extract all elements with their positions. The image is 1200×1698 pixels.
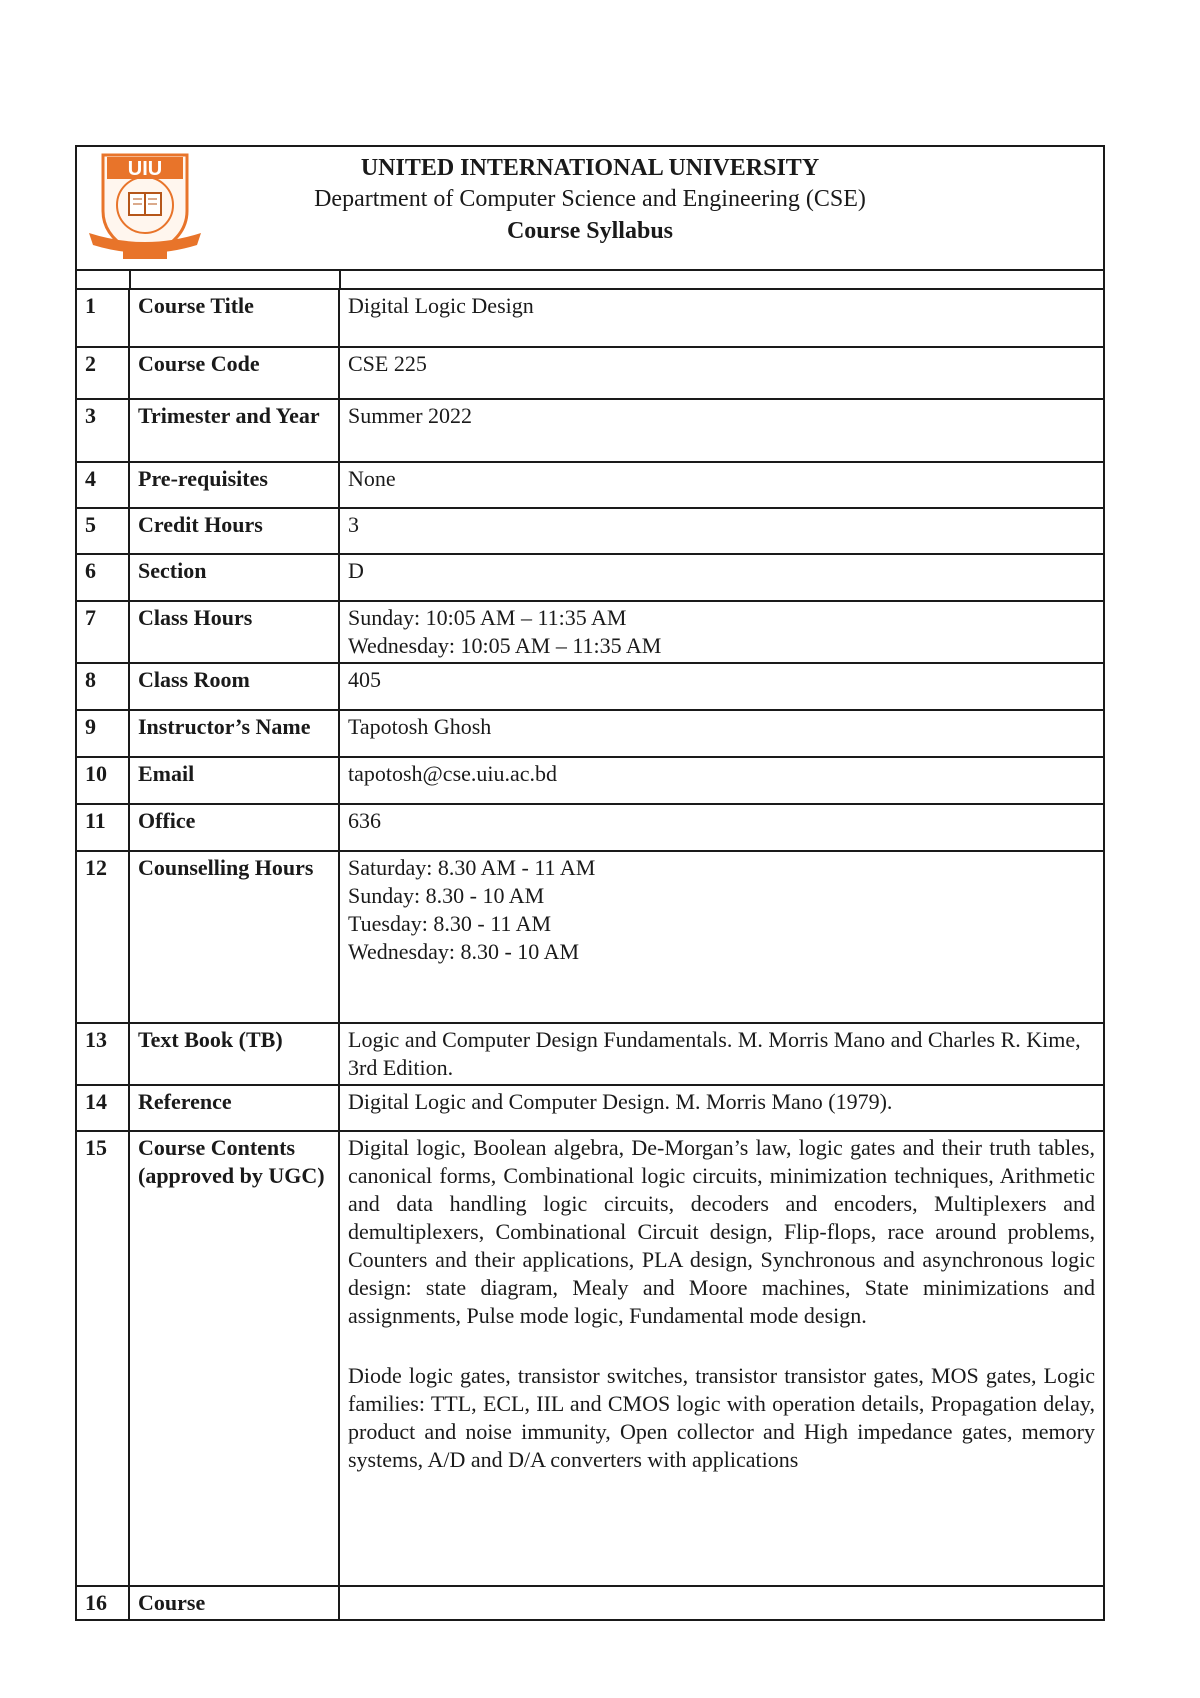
row-label: Class Hours [129, 601, 339, 663]
syllabus-table [77, 290, 1103, 1619]
row-number: 4 [77, 462, 129, 508]
row-number: 6 [77, 554, 129, 601]
spacer-row [77, 271, 1103, 290]
prerequisites-value: None [339, 462, 1103, 508]
counselling-line: Sunday: 8.30 - 10 AM [348, 883, 545, 908]
counselling-line: Saturday: 8.30 AM - 11 AM [348, 855, 596, 880]
table-row [77, 1131, 1103, 1586]
table-row [77, 757, 1103, 804]
row-number: 12 [77, 851, 129, 1023]
row-label: Trimester and Year [129, 399, 339, 462]
course-contents-value [339, 1131, 1103, 1586]
course-contents-paragraph: Diode logic gates, transistor switches, transistor transistor gates, MOS gates, Logic families: TTL, ECL, IIL and CMOS logic with operation details, Propagation delay, product and noise immunity, Open collector and High impedance gates, memory systems, A/D and D/A converters with applications [348, 1363, 1095, 1472]
table-row [77, 1085, 1103, 1131]
row-label: Pre-requisites [129, 462, 339, 508]
table-row [77, 663, 1103, 710]
row-label: Course Code [129, 347, 339, 399]
course-title-value: Digital Logic Design [339, 290, 1103, 347]
counselling-line: Wednesday: 8.30 - 10 AM [348, 939, 580, 964]
row-number: 14 [77, 1085, 129, 1131]
table-row [77, 1023, 1103, 1085]
row-label: Office [129, 804, 339, 851]
document-type: Course Syllabus [506, 218, 674, 244]
table-row [77, 508, 1103, 554]
email-value: tapotosh@cse.uiu.ac.bd [339, 757, 1103, 804]
office-value: 636 [339, 804, 1103, 851]
table-row [77, 601, 1103, 663]
row-number: 3 [77, 399, 129, 462]
class-hours-line: Sunday: 10:05 AM – 11:35 AM [348, 605, 627, 630]
row-label: Reference [129, 1085, 339, 1131]
table-row [77, 290, 1103, 347]
row-number: 2 [77, 347, 129, 399]
row-label: Class Room [129, 663, 339, 710]
row-number: 9 [77, 710, 129, 757]
row-number: 13 [77, 1023, 129, 1085]
course-code-value: CSE 225 [339, 347, 1103, 399]
table-row [77, 554, 1103, 601]
row-number: 10 [77, 757, 129, 804]
class-hours-line: Wednesday: 10:05 AM – 11:35 AM [348, 633, 662, 658]
row-number: 8 [77, 663, 129, 710]
course-contents-paragraph: Digital logic, Boolean algebra, De-Morgan’s law, logic gates and their truth tables, canonical forms, Combinational logic circuits, minimization techniques, Arithmetic and data handling logic circuits, decoders and encoders, Multiplexers and demultiplexers, Combinational Circuit design, Flip-flops, race around problems, Counters and their applications, PLA design, Synchronous and asynchronous logic design: state diagram, Mealy and Moore machines, State minimizations and assignments, Pulse mode logic, Fundamental mode design. [348, 1135, 1095, 1328]
row-label: Email [129, 757, 339, 804]
instructor-name-value: Tapotosh Ghosh [339, 710, 1103, 757]
counselling-hours-value [339, 851, 1103, 1023]
row-label: Section [129, 554, 339, 601]
header-text-block [77, 153, 1103, 247]
row-number: 16 [77, 1586, 129, 1619]
trimester-value: Summer 2022 [339, 399, 1103, 462]
table-row [77, 804, 1103, 851]
department-name: Department of Computer Science and Engineering (CSE) [314, 186, 866, 212]
text-book-value: Logic and Computer Design Fundamentals. M. Morris Mano and Charles R. Kime, 3rd Edition. [339, 1023, 1103, 1085]
row-label: Text Book (TB) [129, 1023, 339, 1085]
logo-lettering: UIU [127, 158, 163, 180]
row-label: Course Contents (approved by UGC) [129, 1131, 339, 1586]
course-row-value [339, 1586, 1103, 1619]
credit-hours-value: 3 [339, 508, 1103, 554]
university-name: UNITED INTERNATIONAL UNIVERSITY [360, 155, 820, 181]
table-row [77, 399, 1103, 462]
reference-value: Digital Logic and Computer Design. M. Morris Mano (1979). [339, 1085, 1103, 1131]
row-label: Course Title [129, 290, 339, 347]
row-label: Course [129, 1586, 339, 1619]
syllabus-page [75, 145, 1105, 1621]
table-row [77, 1586, 1103, 1619]
row-label: Instructor’s Name [129, 710, 339, 757]
row-number: 5 [77, 508, 129, 554]
row-number: 1 [77, 290, 129, 347]
class-room-value: 405 [339, 663, 1103, 710]
table-row [77, 851, 1103, 1023]
section-value: D [339, 554, 1103, 601]
table-row [77, 462, 1103, 508]
table-row [77, 710, 1103, 757]
row-number: 15 [77, 1131, 129, 1586]
row-label: Counselling Hours [129, 851, 339, 1023]
counselling-line: Tuesday: 8.30 - 11 AM [348, 911, 552, 936]
row-number: 7 [77, 601, 129, 663]
class-hours-value [339, 601, 1103, 663]
row-number: 11 [77, 804, 129, 851]
syllabus-header [77, 147, 1103, 271]
table-row [77, 347, 1103, 399]
row-label: Credit Hours [129, 508, 339, 554]
